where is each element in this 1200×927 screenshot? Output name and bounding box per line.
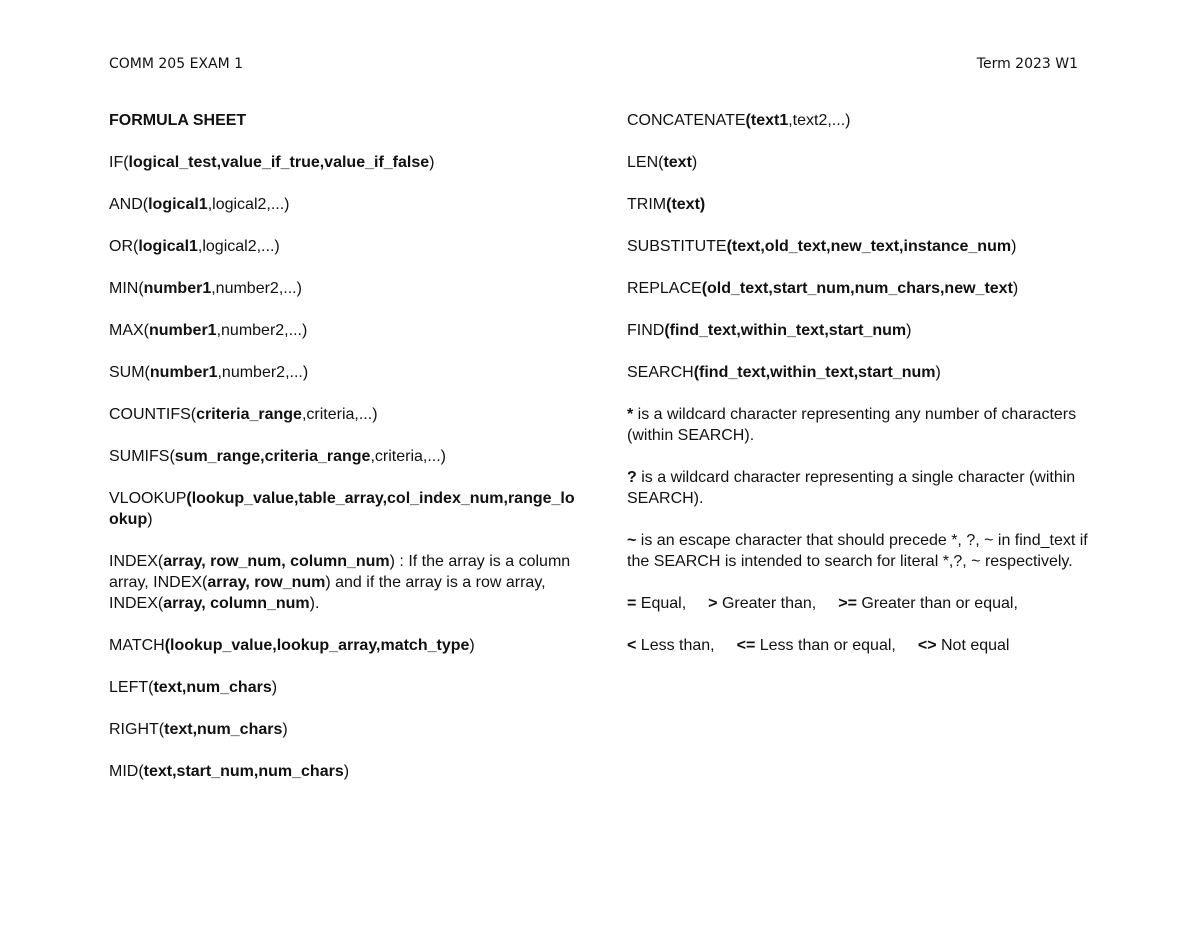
formula-match: MATCH(lookup_value,lookup_array,match_type) bbox=[109, 637, 475, 654]
header-term: Term 2023 W1 bbox=[976, 56, 1078, 72]
formula-search: SEARCH(find_text,within_text,start_num) bbox=[627, 364, 941, 381]
formula-len: LEN(text) bbox=[627, 154, 698, 171]
formula-index: INDEX(array, row_num, column_num) : If the array is a column array, INDEX(array, row_num) and if the array is a row array, INDEX(array, column_num). bbox=[109, 553, 571, 612]
formula-trim: TRIM(text) bbox=[627, 196, 706, 213]
formula-if: IF(logical_test,value_if_true,value_if_false) bbox=[109, 154, 435, 171]
formula-sum: SUM(number1,number2,...) bbox=[109, 364, 309, 381]
formula-mid: MID(text,start_num,num_chars) bbox=[109, 763, 350, 780]
note-star-wildcard: * is a wildcard character representing any number of characters (within SEARCH). bbox=[627, 406, 1077, 444]
header-course: COMM 205 EXAM 1 bbox=[109, 56, 244, 72]
formula-substitute: SUBSTITUTE(text,old_text,new_text,instance_num) bbox=[627, 238, 1017, 255]
formula-or: OR(logical1,logical2,...) bbox=[109, 238, 280, 255]
note-tilde-escape: ~ is an escape character that should precede *, ?, ~ in find_text if the SEARCH is intended to search for literal *,?, ~ respectively. bbox=[627, 532, 1088, 570]
formula-min: MIN(number1,number2,...) bbox=[109, 280, 302, 297]
formula-and: AND(logical1,logical2,...) bbox=[109, 196, 290, 213]
formula-replace: REPLACE(old_text,start_num,num_chars,new_text) bbox=[627, 280, 1019, 297]
formula-vlookup: VLOOKUP(lookup_value,table_array,col_index_num,range_lookup) bbox=[109, 490, 575, 528]
formula-find: FIND(find_text,within_text,start_num) bbox=[627, 322, 912, 339]
right-column bbox=[627, 110, 1092, 677]
formula-countifs: COUNTIFS(criteria_range,criteria,...) bbox=[109, 406, 378, 423]
formula-max: MAX(number1,number2,...) bbox=[109, 322, 308, 339]
formula-sumifs: SUMIFS(sum_range,criteria_range,criteria,...) bbox=[109, 448, 446, 465]
sheet-title: FORMULA SHEET bbox=[109, 112, 247, 129]
left-column bbox=[109, 110, 579, 803]
formula-right: RIGHT(text,num_chars) bbox=[109, 721, 288, 738]
formula-concatenate: CONCATENATE(text1,text2,...) bbox=[627, 112, 851, 129]
operators-row-1: = Equal, > Greater than, >= Greater than or equal, bbox=[627, 595, 1018, 612]
operators-row-2: < Less than, <= Less than or equal, <> Not equal bbox=[627, 637, 1010, 654]
note-question-wildcard: ? is a wildcard character representing a single character (within SEARCH). bbox=[627, 469, 1076, 507]
formula-left: LEFT(text,num_chars) bbox=[109, 679, 278, 696]
